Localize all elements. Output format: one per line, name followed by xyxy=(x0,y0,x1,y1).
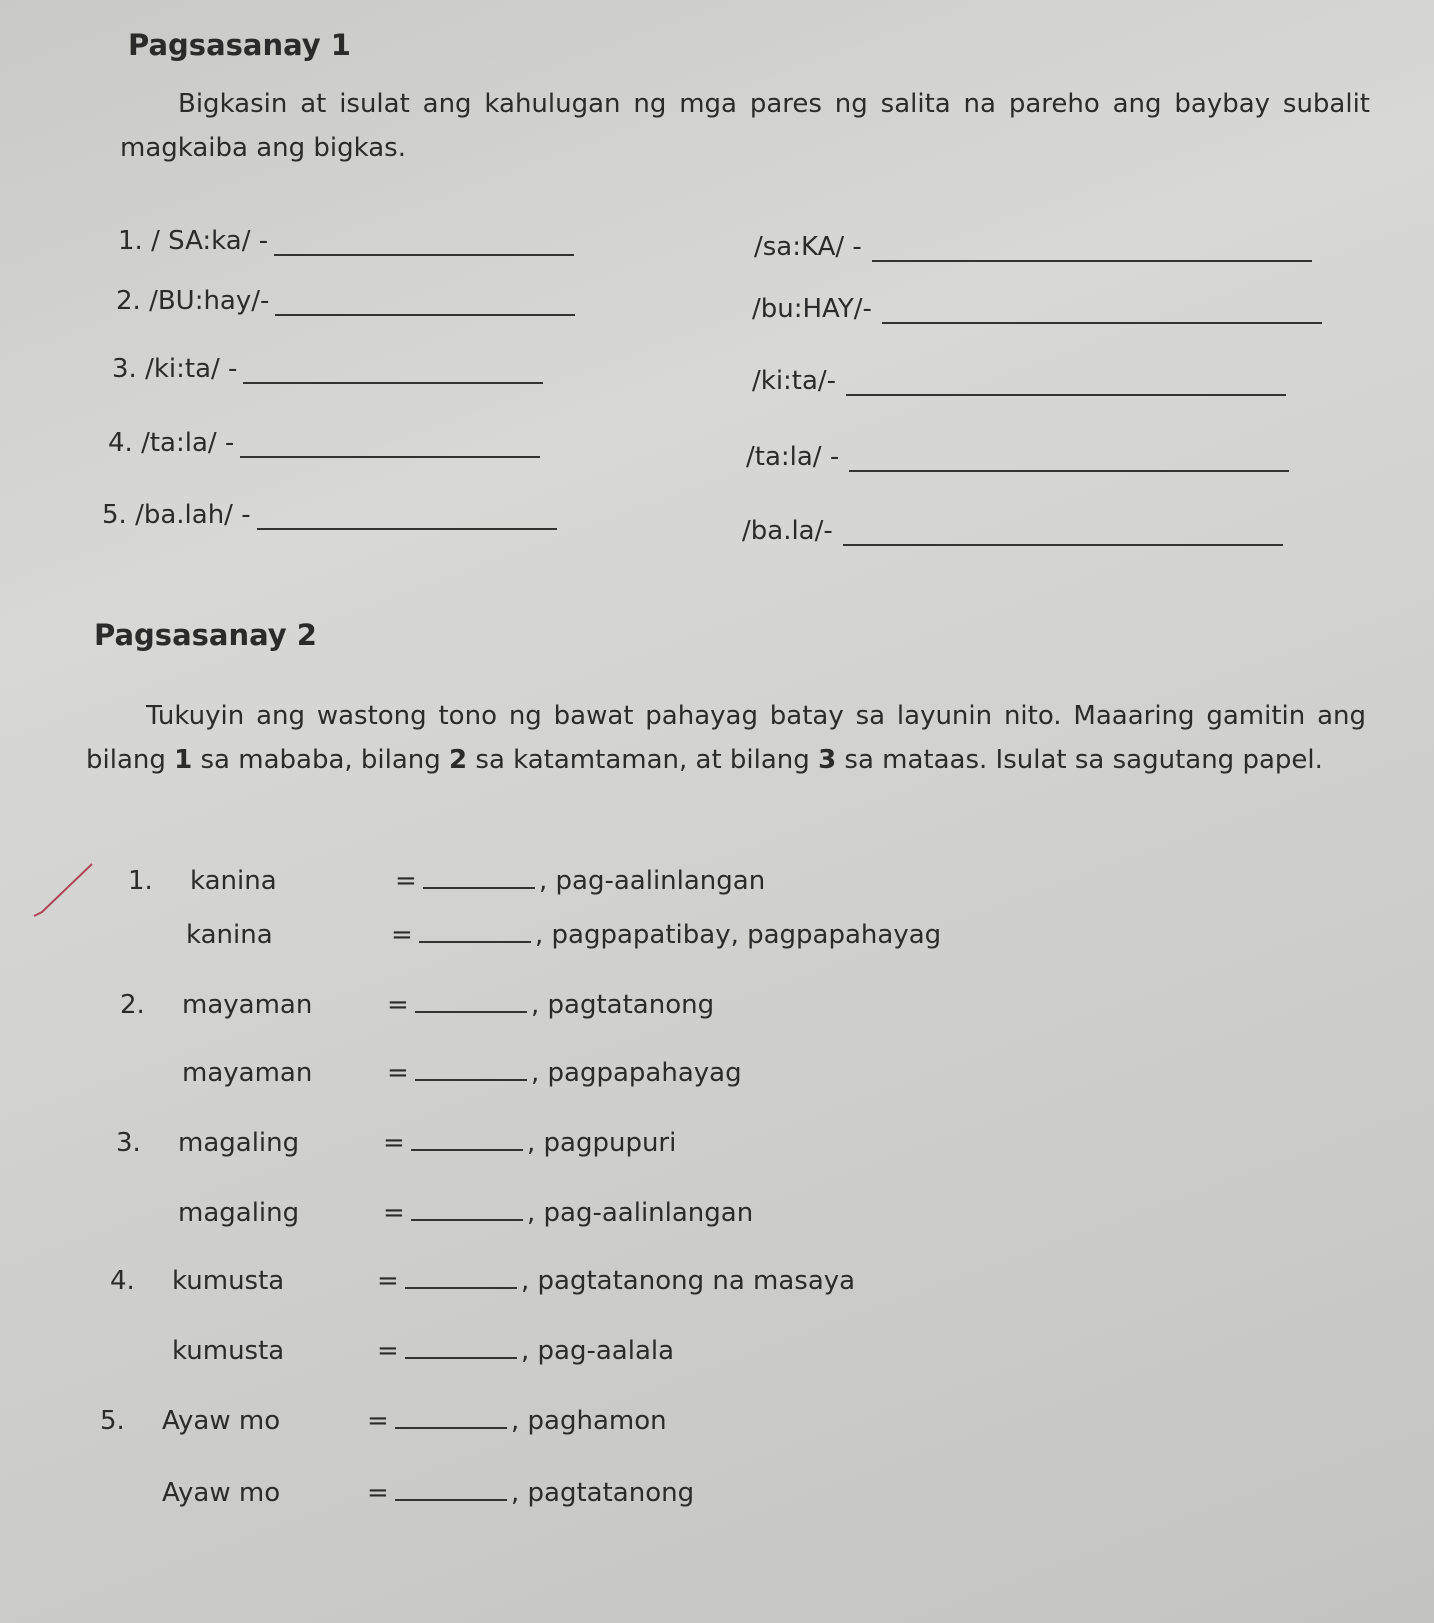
answer-blank[interactable] xyxy=(257,527,557,530)
answer-blank[interactable] xyxy=(415,1010,527,1013)
part2-row-10: Ayaw mo = , pagtatanong xyxy=(162,1478,695,1508)
part1-item-2-right xyxy=(752,294,1322,324)
part2-row-7: 4. kumusta = , pagtatanong na masaya xyxy=(110,1266,856,1296)
answer-blank[interactable] xyxy=(423,886,535,889)
part2-row-2: kanina = , pagpapatibay, pagpapahayag xyxy=(186,920,942,950)
answer-blank[interactable] xyxy=(849,469,1289,472)
part1-item-1-right xyxy=(754,232,1312,262)
part2-row-1: 1. kanina = , pag-aalinlangan xyxy=(128,866,766,896)
item-label: /ta:la/ - xyxy=(746,442,840,472)
answer-blank[interactable] xyxy=(411,1218,523,1221)
item-label: /ki:ta/- xyxy=(752,366,837,396)
part1-item-3-left xyxy=(112,354,543,384)
answer-blank[interactable] xyxy=(395,1426,507,1429)
answer-blank[interactable] xyxy=(274,253,574,256)
part1-title: Pagsasanay 1 xyxy=(128,28,351,62)
answer-blank[interactable] xyxy=(405,1356,517,1359)
part2-row-3: 2. mayaman = , pagtatanong xyxy=(120,990,715,1020)
part2-row-4: mayaman = , pagpapahayag xyxy=(182,1058,742,1088)
part1-item-4-left xyxy=(108,428,540,458)
item-label: /sa:KA/ - xyxy=(754,232,862,262)
part1-instructions: Bigkasin at isulat ang kahulugan ng mga pares ng salita na pareho ang baybay subalit magkaiba ang bigkas. xyxy=(120,89,1370,163)
answer-blank[interactable] xyxy=(411,1148,523,1151)
answer-blank[interactable] xyxy=(275,313,575,316)
answer-blank[interactable] xyxy=(395,1498,507,1501)
part1-item-5-left xyxy=(102,500,557,530)
part1-item-4-right xyxy=(746,442,1289,472)
item-label: 3. /ki:ta/ - xyxy=(112,354,238,384)
part2-row-9: 5. Ayaw mo = , paghamon xyxy=(100,1406,667,1436)
item-label: /ba.la/- xyxy=(742,516,833,546)
answer-blank[interactable] xyxy=(419,940,531,943)
answer-blank[interactable] xyxy=(882,321,1322,324)
item-label: 2. /BU:hay/- xyxy=(116,286,270,316)
part2-instructions: Tukuyin ang wastong tono ng bawat pahayag batay sa layunin nito. Maaaring gamitin ang bilang 1 sa mababa, bilang 2 sa katamtaman, at bilang 3 sa mataas. Isulat sa sagutang papel. xyxy=(86,701,1366,775)
part2-row-5: 3. magaling = , pagpupuri xyxy=(116,1128,677,1158)
item-label: /bu:HAY/- xyxy=(752,294,872,324)
answer-blank[interactable] xyxy=(846,393,1286,396)
part2-row-8: kumusta = , pag-aalala xyxy=(172,1336,675,1366)
answer-blank[interactable] xyxy=(843,543,1283,546)
part1-item-1-left xyxy=(118,226,574,256)
answer-blank[interactable] xyxy=(872,259,1312,262)
check-mark-icon xyxy=(28,860,98,920)
answer-blank[interactable] xyxy=(415,1078,527,1081)
item-label: 5. /ba.lah/ - xyxy=(102,500,251,530)
item-label: 1. / SA:ka/ - xyxy=(118,226,269,256)
part1-item-3-right xyxy=(752,366,1286,396)
part2-title: Pagsasanay 2 xyxy=(94,618,317,652)
part2-row-6: magaling = , pag-aalinlangan xyxy=(178,1198,754,1228)
answer-blank[interactable] xyxy=(405,1286,517,1289)
part1-item-5-right xyxy=(742,516,1283,546)
answer-blank[interactable] xyxy=(243,381,543,384)
part1-item-2-left xyxy=(116,286,575,316)
answer-blank[interactable] xyxy=(240,455,540,458)
item-label: 4. /ta:la/ - xyxy=(108,428,235,458)
